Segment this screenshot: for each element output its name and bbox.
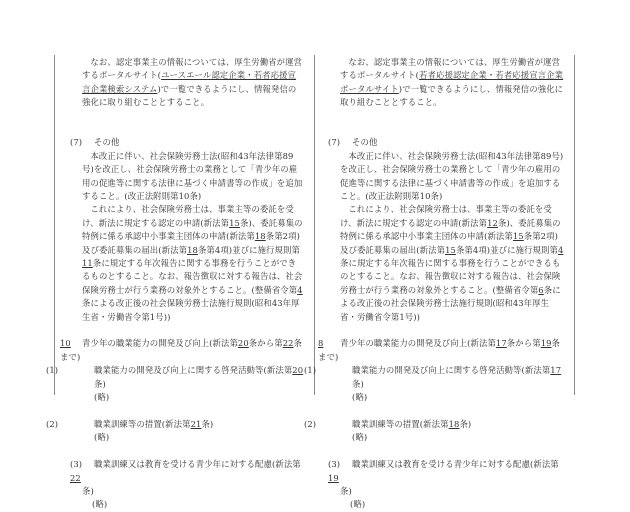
article-number: 18	[254, 231, 266, 242]
text-run: 条から第	[506, 338, 541, 349]
article-number: 20	[237, 338, 249, 349]
sub-item-1	[46, 364, 304, 404]
text-run: 職業能力の開発及び向上に関する啓発活動等(新法第	[352, 365, 551, 376]
sub-item-body: (略)	[350, 499, 366, 510]
section-10	[60, 337, 304, 364]
section-8	[318, 337, 566, 364]
table-border-left	[54, 55, 55, 395]
intro-paragraph	[82, 56, 304, 110]
sub-item-title-cont: 条)	[340, 485, 352, 496]
item-7-para-1: 本改正に伴い、社会保険労務士法(昭和43年法律第89号)を改正し、社会保険労務士の業務として「青少年の雇用の促進等に関する法律に基づく申請書等の作成」を追加すること。(改正法附則第10条)	[82, 150, 303, 202]
text-run: 条まで)	[318, 338, 561, 362]
article-number: 19	[540, 338, 552, 349]
column-new-text	[46, 56, 304, 512]
article-number: 15	[445, 244, 456, 255]
text-run: 職業訓練又は教育を受ける青少年に対する配慮(新法第	[94, 459, 301, 470]
sub-item-body: (略)	[94, 432, 110, 443]
sub-item-title	[352, 419, 471, 429]
text-run: 条)	[94, 378, 106, 389]
item-title: その他	[94, 137, 120, 148]
sub-item-number: (2)	[46, 418, 59, 429]
portal-site-name: ユースエール認定企業・若者応援宣言企業検索システム	[82, 70, 297, 94]
article-number: 17	[550, 365, 562, 376]
article-number: 4	[557, 244, 564, 255]
text-run: 条に規定する年次報告に関する事務を行うことができるものとすること。なお、報告徴収に対する報告は、社会保険労務士が行う業務の対象外とすること。(整備省令第	[340, 258, 561, 295]
text-run: 条)、委託募集の特例に係る承認中小事業主団体の申請(新法第	[340, 217, 561, 242]
sub-item-title	[94, 365, 303, 388]
sub-item-title	[70, 459, 301, 482]
article-number: 18	[448, 418, 460, 429]
table-border-middle	[314, 55, 315, 395]
sub-item-title	[94, 419, 213, 429]
sub-item-number: (2)	[304, 418, 317, 429]
text-run: 条)	[352, 378, 364, 389]
section-title	[60, 338, 302, 361]
sub-item-body: (略)	[92, 499, 108, 510]
article-number: 17	[495, 338, 507, 349]
article-number: 21	[190, 418, 202, 429]
article-number: 22	[70, 472, 81, 483]
article-number: 4	[297, 284, 303, 295]
item-title: その他	[352, 137, 378, 148]
article-number: 15	[512, 231, 524, 242]
text-run: 条)、委託募集の特例に係る承認中小事業主団体の申請(新法第	[82, 217, 303, 242]
text-run: 職業訓練等の措置(新法第	[94, 418, 191, 429]
text-run: 条第4項)並びに施行規則第	[197, 244, 300, 255]
text-run: 職業能力の開発及び向上に関する啓発活動等(新法第	[94, 365, 293, 376]
text-run: 条に規定する年次報告に関する事務を行うことができるものとすること。なお、報告徴収に対する報告は、社会保険労務士が行う業務の対象外とすること。(整備省令第	[82, 258, 303, 295]
article-number: 15	[229, 217, 240, 228]
table-border-right	[574, 55, 575, 395]
text-run: これにより、社会保険労務士は、事業主等の委託を受け、新法に規定する認定の申請(新法第	[340, 204, 552, 228]
item-7	[328, 136, 566, 149]
intro-text: なお、認定事業主の情報については、厚生労働省が運営するポータルサイト(	[340, 57, 561, 81]
text-run: 条)	[459, 418, 472, 429]
article-number: 20	[292, 365, 304, 376]
text-run: 条第2項)及び委託募集の届出(新法第	[340, 231, 558, 255]
text-run: 条まで)	[60, 338, 303, 362]
article-number: 11	[82, 258, 93, 269]
text-run: 青少年の職業能力の開発及び向上(新法第	[340, 338, 496, 349]
section-number: 10	[60, 338, 71, 349]
sub-item-title	[328, 459, 559, 482]
sub-item-body: (略)	[94, 392, 110, 403]
intro-paragraph	[340, 56, 566, 110]
text-run: 条第2項)及び委託募集の届出(新法第	[82, 231, 300, 255]
column-old-text	[304, 56, 566, 512]
text-run: これにより、社会保険労務士は、事業主等の委託を受け、新法に規定する認定の申請(新法第	[82, 204, 294, 228]
sub-item-3	[328, 458, 566, 512]
text-run: 条)	[201, 418, 214, 429]
sub-item-title	[352, 365, 561, 388]
article-number: 6	[538, 284, 544, 295]
item-7-para-1: 本改正に伴い、社会保険労務士法(昭和43年法律第89号)を改正し、社会保険労務士の業務として「青少年の雇用の促進等に関する法律に基づく申請書等の作成」を追加すること。(改正法附則第10条)	[340, 150, 564, 202]
text-run: 条による改正後の社会保険労務士法施行規則(昭和43年厚生省・労働省令第1号))	[340, 284, 561, 322]
sub-item-1	[304, 364, 566, 404]
text-run: 条から第	[248, 338, 283, 349]
sub-item-number: (1)	[46, 365, 59, 376]
portal-site-name: 若者応援認定企業・若者応援宣言企業ポータルサイト	[340, 70, 564, 94]
item-number: (7)	[328, 137, 341, 148]
text-run: 職業訓練又は教育を受ける青少年に対する配慮(新法第	[352, 459, 559, 470]
item-number: (7)	[70, 137, 83, 148]
article-number: 22	[282, 338, 294, 349]
text-run: 条第4項)並びに施行規則第	[455, 244, 558, 255]
sub-item-number: (3)	[70, 459, 83, 470]
intro-text-end: )で一覧できるようにし、情報発信の強化に取り組むこととすること。	[82, 83, 297, 108]
text-run: 青少年の職業能力の開発及び向上(新法第	[82, 338, 238, 349]
sub-item-3	[70, 458, 304, 512]
sub-item-number: (3)	[328, 459, 341, 470]
sub-item-body: (略)	[352, 392, 368, 403]
sub-item-body: (略)	[352, 432, 368, 443]
intro-text-end: )で一覧できるようにし、情報発信の強化に取り組むこととすること。	[340, 83, 564, 108]
text-run: 条による改正後の社会保険労務士法施行規則(昭和43年厚生省・労働省令第1号))	[82, 298, 300, 322]
section-number: 8	[318, 338, 324, 349]
text-run: 職業訓練等の措置(新法第	[352, 418, 449, 429]
intro-text: なお、認定事業主の情報については、厚生労働省が運営するポータルサイト(	[82, 57, 303, 81]
article-number: 18	[187, 244, 198, 255]
section-title	[318, 338, 560, 361]
item-7-para-2	[82, 203, 304, 324]
item-7	[70, 136, 304, 149]
sub-item-number: (1)	[304, 365, 317, 376]
item-7-para-2	[340, 203, 566, 324]
article-number: 12	[487, 217, 498, 228]
article-number: 19	[328, 472, 339, 483]
sub-item-title-cont: 条)	[82, 485, 94, 496]
